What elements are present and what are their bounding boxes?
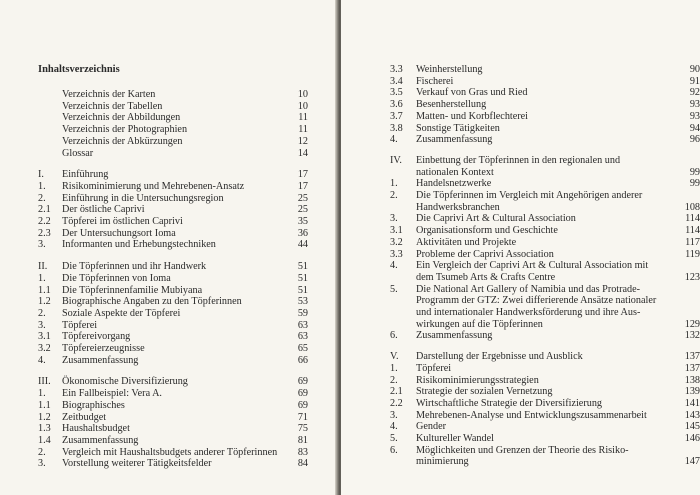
toc-entry-label: Töpferei: [62, 319, 98, 331]
toc-entry-page: 71: [297, 411, 308, 423]
toc-entry: [38, 204, 337, 216]
toc-entry: [38, 423, 337, 435]
toc-entry-number: 4.: [390, 421, 398, 433]
toc-entry-number: 2.2: [390, 397, 403, 409]
toc-entry-number: 4.: [38, 354, 46, 366]
toc-entry-page: 91: [689, 75, 700, 87]
toc-entry-number: 5.: [390, 433, 398, 444]
toc-entry: [390, 236, 700, 249]
toc-entry-page: 119: [685, 248, 700, 260]
toc-entry-page: 51: [297, 261, 308, 273]
toc-entry-label: Verzeichnis der Karten: [62, 89, 156, 100]
toc-entry: [390, 386, 700, 398]
toc-entry-label: Strategie der sozialen Vernetzung: [416, 386, 553, 398]
toc-entry-label: Ein Fallbeispiel: Vera A.: [62, 388, 162, 400]
toc-entry-number: 2.: [390, 190, 398, 201]
toc-entry-number: 3.7: [390, 110, 403, 122]
toc-entry-number: 2.1: [38, 204, 51, 216]
toc-entry-page: 139: [684, 386, 700, 398]
toc-entry: [38, 343, 337, 355]
toc-entry-label: Verkauf von Gras und Ried: [416, 87, 528, 99]
toc-entry-number: 2.: [38, 307, 46, 319]
toc-entry-label: Aktivitäten und Projekte: [416, 236, 517, 248]
toc-entry-number: II.: [38, 261, 48, 273]
toc-entry-label: Vergleich mit Haushaltsbudgets anderer Töpferinnen: [62, 446, 278, 458]
toc-entry-label: Gender: [416, 421, 446, 433]
toc-entry-label: Zusammenfassung: [62, 434, 139, 446]
toc-entry-number: 3.: [390, 213, 398, 225]
toc-entry: [390, 201, 700, 214]
toc-entry-page: 81: [297, 434, 308, 446]
toc-entry-number: 2.3: [38, 227, 51, 239]
toc-entry-label: Möglichkeiten und Grenzen der Theorie des Risiko-: [416, 444, 629, 456]
toc-entry: [38, 320, 337, 332]
toc-entry: [38, 239, 337, 251]
toc-entry-page: 108: [684, 201, 700, 213]
toc-entry: [390, 225, 700, 237]
toc-entry-label: Darstellung der Ergebnisse und Ausblick: [416, 351, 583, 363]
toc-entry: [390, 362, 700, 375]
toc-entry: [38, 228, 337, 240]
toc-entry-page: 75: [297, 423, 308, 435]
toc-entry-label: Programm der GTZ: Zwei differierende Ansätze nationaler: [416, 295, 657, 307]
toc-entry-number: 1.3: [38, 423, 51, 435]
toc-entry-label: Die Töpferinnenfamilie Mubiyana: [62, 284, 203, 296]
toc-entry-number: 2.2: [38, 216, 51, 227]
toc-entry-page: 114: [685, 213, 700, 225]
toc-entry: [390, 330, 700, 342]
toc-entry-label: Verzeichnis der Tabellen: [62, 100, 163, 112]
toc-entry-label: Ökonomische Diversifizierung: [62, 376, 188, 388]
toc-entry-label: nationalen Kontext: [416, 166, 494, 178]
toc-entry-label: Die Caprivi Art & Cultural Association: [416, 213, 576, 225]
toc-entry: [390, 99, 700, 111]
toc-entry-label: Töpferei im östlichen Caprivi: [62, 216, 183, 227]
toc-entry-page: 123: [684, 271, 700, 283]
toc-entry-label: Besenherstellung: [416, 99, 487, 111]
toc-entry-page: 90: [689, 64, 700, 75]
toc-entry-label: Ein Vergleich der Caprivi Art & Cultural Association mit: [416, 260, 649, 272]
toc-entry: [390, 397, 700, 410]
toc-entry: [390, 87, 700, 99]
toc-entry-label: Mehrebenen-Analyse und Entwicklungszusammenarbeit: [416, 409, 647, 421]
toc-entry: [390, 75, 700, 88]
toc-entry-label: Wirtschaftliche Strategie der Diversifizierung: [416, 397, 603, 409]
toc-entry-label: Informanten und Erhebungstechniken: [62, 239, 216, 251]
toc-entry-number: I.: [38, 169, 44, 181]
toc-entry-number: 3.6: [390, 99, 403, 111]
toc-entry-page: 10: [297, 100, 308, 112]
toc-entry-label: Die Töpferinnen von Ioma: [62, 272, 171, 284]
toc-entry-number: 3.: [390, 409, 398, 421]
toc-entry-number: 1.4: [38, 434, 51, 446]
toc-entry-page: 83: [297, 446, 308, 458]
right-page: [341, 0, 700, 495]
toc-entry: [38, 273, 337, 285]
toc-entry-page: 69: [297, 399, 308, 411]
toc-entry: [38, 296, 337, 308]
toc-entry-page: 53: [297, 296, 308, 308]
toc-entry: [38, 124, 337, 136]
toc-entry-number: 3.: [38, 458, 46, 470]
toc-entry-page: 84: [297, 458, 308, 470]
toc-entry: [390, 445, 690, 457]
toc-entry: [38, 308, 337, 320]
toc-entry-label: Handelsnetzwerke: [416, 178, 492, 190]
left-page: [0, 0, 337, 495]
toc-entry-number: 1.: [390, 362, 398, 374]
toc-entry-label: Töpferei: [416, 362, 452, 374]
toc-entry-page: 11: [298, 124, 308, 136]
toc-entry-number: 4.: [390, 260, 398, 272]
toc-entry: [390, 307, 690, 319]
toc-entry: [390, 271, 700, 284]
toc-entry-label: Matten- und Korbflechterei: [416, 110, 529, 122]
toc-entry-number: 1.: [38, 388, 46, 400]
toc-entry: [38, 285, 337, 297]
toc-entry-page: 69: [297, 388, 308, 400]
toc-entry: [38, 447, 337, 459]
toc-entry-page: 141: [684, 397, 700, 409]
toc-entry-page: 10: [297, 89, 308, 100]
toc-entry: [38, 148, 337, 160]
toc-entry-number: 3.: [38, 319, 46, 331]
toc-entry-label: Kultureller Wandel: [416, 433, 494, 444]
toc-entry-number: 1.: [38, 272, 46, 284]
toc-entry-number: 3.2: [390, 236, 403, 248]
toc-entry-label: Die National Art Gallery of Namibia und das Protrade-: [416, 283, 641, 295]
toc-entry-label: minimierung: [416, 456, 469, 468]
toc-entry-page: 117: [685, 236, 700, 248]
toc-entry-label: Fischerei: [416, 75, 454, 87]
toc-entry-number: IV.: [390, 154, 402, 166]
toc-entry-label: Biographische Angaben zu den Töpferinnen: [62, 296, 242, 308]
toc-entry-number: 1.1: [38, 399, 51, 411]
toc-entry-label: Organisationsform und Geschichte: [416, 225, 558, 237]
toc-entry-page: 36: [297, 227, 308, 239]
toc-entry: [390, 409, 700, 422]
toc-entry-label: Einführung: [62, 169, 109, 181]
toc-entry-page: 35: [297, 216, 308, 227]
toc-entry: [38, 435, 337, 447]
toc-entry-number: 4.: [390, 134, 398, 146]
toc-entry-page: 63: [297, 319, 308, 331]
toc-entry-label: Die Töpferinnen im Vergleich mit Angehörigen anderer: [416, 190, 643, 201]
toc-entry: [38, 412, 337, 424]
toc-entry-label: wirkungen auf die Töpferinnen: [416, 318, 543, 330]
toc-entry: [390, 421, 700, 433]
toc-entry-number: 5.: [390, 283, 398, 295]
toc-entry-label: Risikominimierungsstrategien: [416, 374, 539, 386]
toc-entry-label: Risikominimierung und Mehrebenen-Ansatz: [62, 180, 245, 192]
toc-entry-number: V.: [390, 351, 399, 363]
toc-entry-number: 2.: [38, 192, 46, 204]
toc-entry: [390, 166, 700, 179]
toc-entry-label: Verzeichnis der Abkürzungen: [62, 135, 183, 147]
toc-entry-number: 6.: [390, 330, 398, 342]
toc-entry: [38, 261, 337, 273]
toc-entry: [38, 136, 337, 148]
toc-entry: [38, 193, 337, 205]
toc-entry-number: 3.3: [390, 248, 403, 260]
toc-entry: [390, 190, 690, 202]
toc-entry-label: Glossar: [62, 147, 94, 159]
toc-entry: [390, 110, 700, 123]
toc-entry-number: 3.8: [390, 122, 403, 134]
toc-entry-number: 2.: [390, 374, 398, 386]
toc-entry-page: 114: [685, 225, 700, 237]
toc-entry-number: 3.1: [390, 225, 403, 237]
toc-entry-number: 3.2: [38, 343, 51, 354]
toc-entry-label: Haushaltsbudget: [62, 423, 130, 435]
toc-entry-number: 1.: [390, 178, 398, 190]
toc-entry-page: 93: [689, 110, 700, 122]
toc-entry: [390, 284, 690, 296]
toc-entry-page: 147: [684, 456, 700, 468]
toc-entry-label: Einführung in die Untersuchungsregion: [62, 192, 224, 204]
toc-entry: [38, 388, 337, 400]
toc-entry-number: 2.: [38, 446, 46, 458]
toc-entry: [390, 248, 700, 261]
toc-entry: [38, 216, 337, 228]
toc-entry-page: 51: [297, 272, 308, 284]
toc-entry: [390, 134, 700, 146]
toc-entry-page: 25: [297, 192, 308, 204]
toc-title: Inhaltsverzeichnis: [38, 64, 120, 75]
toc-entry-number: 2.1: [390, 386, 403, 398]
toc-entry-page: 129: [684, 318, 700, 330]
toc-entry-label: Biographisches: [62, 399, 125, 411]
toc-entry-page: 94: [689, 122, 700, 134]
toc-entry-label: Zeitbudget: [62, 411, 107, 423]
toc-entry-number: 3.: [38, 239, 46, 251]
toc-entry: [390, 178, 700, 190]
toc-entry: [38, 400, 337, 412]
toc-entry-page: 14: [297, 147, 308, 159]
toc-entry-number: 3.1: [38, 331, 51, 343]
toc-entry: [38, 458, 337, 470]
toc-entry: [38, 331, 337, 343]
toc-entry: [390, 155, 690, 167]
toc-entry-label: Soziale Aspekte der Töpferei: [62, 307, 181, 319]
toc-entry-page: 99: [689, 166, 700, 178]
toc-entry-number: 1.1: [38, 284, 51, 296]
toc-entry-page: 132: [684, 330, 700, 342]
toc-entry-page: 59: [297, 307, 308, 319]
toc-entry-label: dem Tsumeb Arts & Crafts Centre: [416, 271, 556, 283]
toc-entry-number: 3.4: [390, 75, 403, 87]
toc-entry-page: 96: [689, 134, 700, 146]
toc-entry-label: Sonstige Tätigkeiten: [416, 122, 500, 134]
toc-entry: [38, 376, 337, 388]
toc-entry-label: Verzeichnis der Abbildungen: [62, 112, 181, 124]
toc-entry-page: 92: [689, 87, 700, 99]
toc-entry-page: 145: [684, 421, 700, 433]
toc-entry-label: Zusammenfassung: [62, 354, 139, 366]
toc-entry-label: Handwerksbranchen: [416, 201, 500, 213]
toc-entry-number: 3.5: [390, 87, 403, 99]
toc-entry: [38, 89, 337, 101]
toc-entry: [390, 213, 700, 225]
toc-entry-page: 12: [297, 135, 308, 147]
toc-entry-label: Weinherstellung: [416, 64, 483, 75]
toc-entry-page: 65: [297, 343, 308, 354]
toc-entry-label: Die Töpferinnen und ihr Handwerk: [62, 261, 207, 273]
toc-entry-page: 138: [684, 374, 700, 386]
toc-entry-number: 1.2: [38, 296, 51, 308]
toc-entry-label: und internationaler Handwerksförderung und ihre Aus-: [416, 307, 641, 318]
toc-entry: [38, 181, 337, 193]
toc-entry-page: 146: [684, 433, 700, 444]
toc-entry-page: 25: [297, 204, 308, 216]
toc-entry: [390, 351, 700, 363]
toc-entry-number: 1.2: [38, 411, 51, 423]
toc-entry-label: Töpfereivorgang: [62, 331, 131, 343]
toc-entry: [390, 374, 700, 387]
toc-entry-page: 99: [689, 178, 700, 190]
toc-entry: [38, 169, 337, 181]
toc-entry-page: 93: [689, 99, 700, 111]
toc-entry-page: 69: [297, 376, 308, 388]
toc-entry-page: 11: [298, 112, 308, 124]
toc-entry-label: Einbettung der Töpferinnen in den regionalen und: [416, 154, 621, 166]
toc-entry: [38, 101, 337, 113]
toc-entry-label: Töpfereierzeugnisse: [62, 343, 145, 354]
toc-entry-page: 17: [297, 169, 308, 181]
toc-entry-label: Vorstellung weiterer Tätigkeitsfelder: [62, 458, 212, 470]
toc-entry: [390, 295, 690, 307]
toc-entry-page: 44: [297, 239, 308, 251]
toc-entry-page: 17: [297, 180, 308, 192]
toc-entry-page: 137: [684, 362, 700, 374]
toc-entry-page: 66: [297, 354, 308, 366]
toc-entry-label: Zusammenfassung: [416, 330, 493, 342]
toc-entry-page: 143: [684, 409, 700, 421]
toc-entry: [390, 318, 700, 331]
toc-entry-number: 1.: [38, 180, 46, 192]
toc-entry-label: Probleme der Caprivi Association: [416, 248, 554, 260]
toc-entry: [38, 355, 337, 367]
toc-entry: [390, 433, 700, 445]
toc-entry-page: 51: [297, 284, 308, 296]
toc-entry-number: III.: [38, 376, 51, 388]
toc-entry-page: 137: [684, 351, 700, 363]
toc-entry: [390, 64, 700, 76]
toc-entry: [390, 122, 700, 135]
toc-entry-label: Der Untersuchungsort Ioma: [62, 227, 176, 239]
toc-entry-label: Zusammenfassung: [416, 134, 493, 146]
toc-entry-page: 63: [297, 331, 308, 343]
toc-entry-number: 3.3: [390, 64, 403, 75]
toc-entry-label: Der östliche Caprivi: [62, 204, 145, 216]
toc-entry: [390, 456, 700, 468]
toc-entry: [390, 260, 690, 272]
toc-entry: [38, 112, 337, 124]
toc-entry-number: 6.: [390, 444, 398, 456]
toc-entry-label: Verzeichnis der Photographien: [62, 124, 188, 136]
